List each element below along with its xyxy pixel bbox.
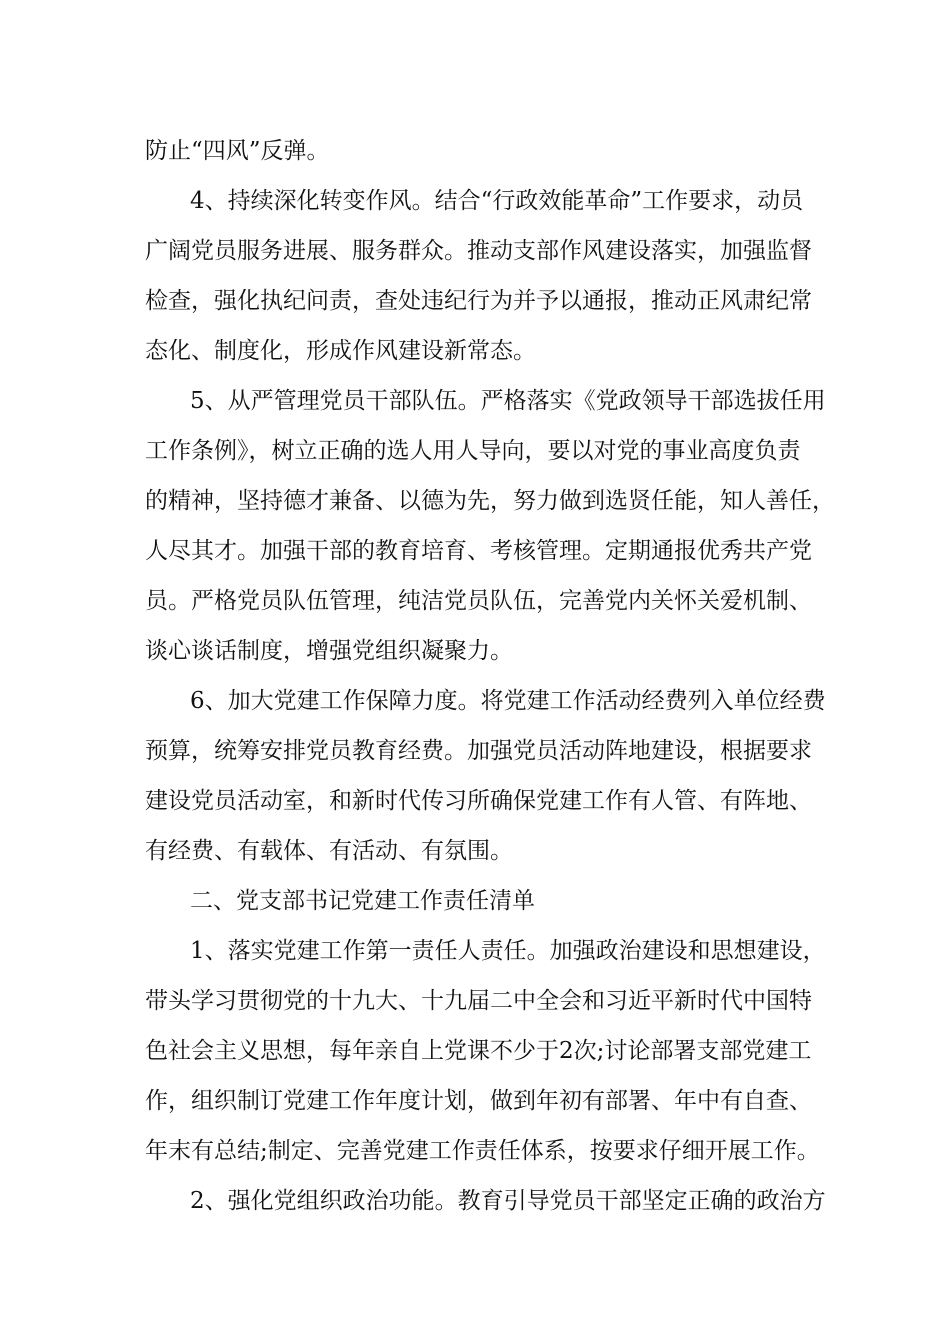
text-line: 带头学习贯彻党的十九大、十九届二中全会和习近平新时代中国特 xyxy=(145,988,812,1014)
text-line: 防止“四风”反弹。 xyxy=(145,138,330,164)
text-line: 谈心谈话制度，增强党组织凝聚力。 xyxy=(145,638,513,664)
text-line: 作，组织制订党建工作年度计划，做到年初有部署、年中有自查、 xyxy=(145,1088,812,1114)
text-line: 检查，强化执纪问责，查处违纪行为并予以通报，推动正风肃纪常 xyxy=(145,288,812,314)
text-line: 人尽其才。加强干部的教育培育、考核管理。定期通报优秀共产党 xyxy=(145,538,812,564)
text-line: 态化、制度化，形成作风建设新常态。 xyxy=(145,338,536,364)
text-line: 预算，统筹安排党员教育经费。加强党员活动阵地建设，根据要求 xyxy=(145,738,812,764)
section-heading: 二、党支部书记党建工作责任清单 xyxy=(190,888,535,914)
paragraph-5-line: 5、从严管理党员干部队伍。严格落实《党政领导干部选拔任用 xyxy=(190,388,826,414)
text-line: 年末有总结;制定、完善党建工作责任体系，按要求仔细开展工作。 xyxy=(145,1138,820,1164)
section-2-item-1-line: 1、落实党建工作第一责任人责任。加强政治建设和思想建设， xyxy=(190,938,826,964)
text-line: 建设党员活动室，和新时代传习所确保党建工作有人管、有阵地、 xyxy=(145,788,812,814)
text-line: 的精神，坚持德才兼备、以德为先，努力做到选贤任能，知人善任， xyxy=(145,488,835,514)
paragraph-4-line: 4、持续深化转变作风。结合“行政效能革命”工作要求，动员 xyxy=(190,188,804,214)
paragraph-6-line: 6、加大党建工作保障力度。将党建工作活动经费列入单位经费 xyxy=(190,688,826,714)
text-line: 工作条例》，树立正确的选人用人导向，要以对党的事业高度负责 xyxy=(145,438,801,464)
text-line: 广阔党员服务进展、服务群众。推动支部作风建设落实，加强监督 xyxy=(145,238,812,264)
text-line: 色社会主义思想，每年亲自上党课不少于2次;讨论部署支部党建工 xyxy=(145,1038,812,1064)
section-2-item-2-line: 2、强化党组织政治功能。教育引导党员干部坚定正确的政治方 xyxy=(190,1188,826,1214)
text-line: 有经费、有载体、有活动、有氛围。 xyxy=(145,838,513,864)
text-line: 员。严格党员队伍管理，纯洁党员队伍，完善党内关怀关爱机制、 xyxy=(145,588,812,614)
